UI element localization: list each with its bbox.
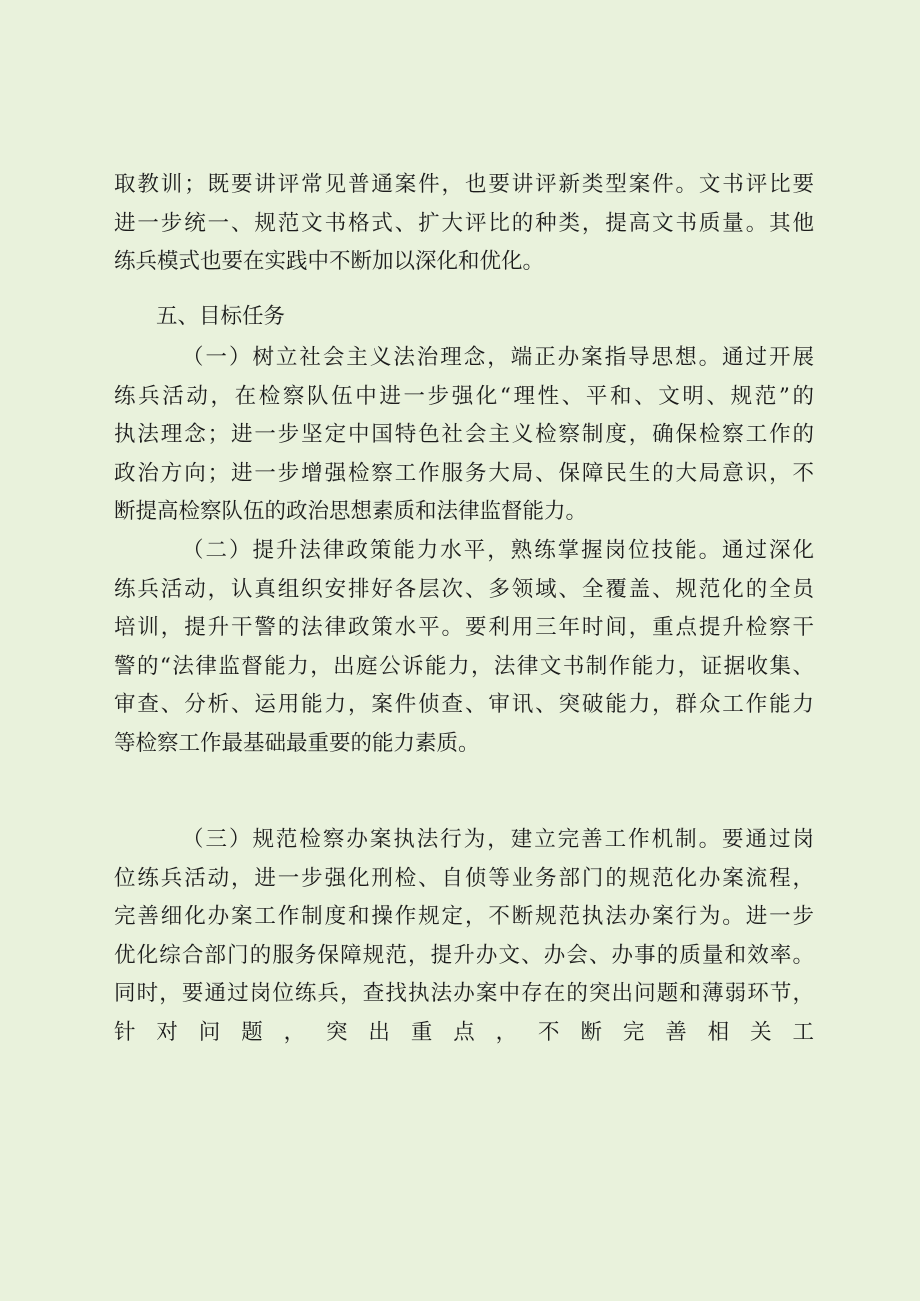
text-line: 执法理念；进一步坚定中国特色社会主义检察制度，确保检察工作的 — [114, 422, 814, 448]
paragraph-one — [114, 339, 814, 532]
text-line: 位练兵活动，进一步强化刑检、自侦等业务部门的规范化办案流程， — [114, 865, 814, 891]
section-heading-block — [114, 298, 814, 337]
text-line: 优化综合部门的服务保障规范，提升办文、办会、办事的质量和效率。 — [114, 942, 814, 968]
text-line: （一）树立社会主义法治理念，端正办案指导思想。通过开展 — [182, 345, 814, 370]
text-line: 取教训；既要讲评常见普通案件，也要讲评新类型案件。文书评比要 — [114, 172, 814, 197]
text-line: 进一步统一、规范文书格式、扩大评比的种类，提高文书质量。其他 — [114, 210, 814, 236]
intro-paragraph — [114, 166, 814, 282]
text-line: 等检察工作最基础最重要的能力素质。 — [114, 730, 480, 756]
text-line: 审查、分析、运用能力，案件侦查、审讯、突破能力，群众工作能力 — [114, 692, 814, 718]
section-heading: 五、目标任务 — [156, 304, 286, 329]
paragraph-two — [114, 532, 814, 764]
text-line: 培训，提升干警的法律政策水平。要利用三年时间，重点提升检察干 — [114, 615, 814, 641]
text-line: 警的“法律监督能力，出庭公诉能力，法律文书制作能力，证据收集、 — [114, 653, 814, 679]
text-line: （三）规范检察办案执法行为，建立完善工作机制。要通过岗 — [182, 827, 814, 852]
text-line: 练兵模式也要在实践中不断加以深化和优化。 — [114, 249, 545, 275]
text-line: （二）提升法律政策能力水平，熟练掌握岗位技能。通过深化 — [182, 538, 814, 563]
text-line: 完善细化办案工作制度和操作规定，不断规范执法办案行为。进一步 — [114, 904, 814, 930]
text-line: 断提高检察队伍的政治思想素质和法律监督能力。 — [114, 499, 588, 525]
text-line: 同时，要通过岗位练兵，查找执法办案中存在的突出问题和薄弱环节， — [114, 981, 814, 1007]
text-line: 练兵活动，在检察队伍中进一步强化“理性、平和、文明、规范”的 — [114, 383, 814, 409]
paragraph-three — [114, 821, 814, 1053]
text-line: 练兵活动，认真组织安排好各层次、多领域、全覆盖、规范化的全员 — [114, 576, 814, 602]
text-line: 针 对 问 题 ， 突 出 重 点 ， 不 断 完 善 相 关 工 — [114, 1019, 814, 1045]
text-line: 政治方向；进一步增强检察工作服务大局、保障民生的大局意识，不 — [114, 460, 814, 486]
